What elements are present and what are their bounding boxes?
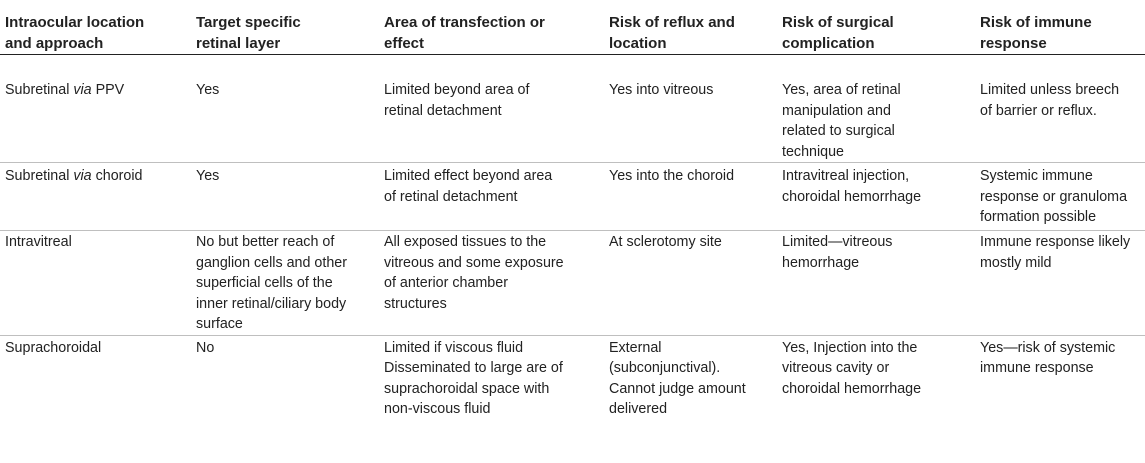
cell-immune: Yes—risk of systemic immune response (975, 335, 1145, 463)
location-text-end: choroid (92, 168, 143, 184)
cell-surgical: Intravitreal injection, choroidal hemorrhage (777, 163, 975, 231)
header-immune-risk: Risk of immune response (975, 0, 1145, 55)
location-text: Intravitreal (5, 234, 72, 250)
cell-immune: Immune response likely mostly mild (975, 231, 1145, 336)
cell-target: No but better reach of ganglion cells and other superficial cells of the inner retinal/ciliary body surface (191, 231, 379, 336)
cell-reflux: External (subconjunctival). Cannot judge amount delivered (604, 335, 777, 463)
cell-area: All exposed tissues to the vitreous and some exposure of anterior chamber structures (379, 231, 604, 336)
location-text: Subretinal (5, 82, 73, 98)
cell-area: Limited effect beyond area of retinal detachment (379, 163, 604, 231)
cell-reflux: At sclerotomy site (604, 231, 777, 336)
cell-location (0, 231, 191, 336)
cell-immune: Limited unless breech of barrier or reflux. (975, 55, 1145, 163)
cell-area: Limited beyond area of retinal detachment (379, 55, 604, 163)
header-location: Intraocular location and approach (0, 0, 191, 55)
header-area: Area of transfection or effect (379, 0, 604, 55)
location-emphasis: via (73, 168, 91, 184)
header-surgical-risk: Risk of surgical complication (777, 0, 975, 55)
table-row (0, 231, 1145, 336)
header-row (0, 0, 1145, 55)
location-text: Subretinal (5, 168, 73, 184)
cell-reflux: Yes into vitreous (604, 55, 777, 163)
cell-target: Yes (191, 163, 379, 231)
table-body (0, 55, 1145, 463)
cell-surgical: Limited—vitreous hemorrhage (777, 231, 975, 336)
cell-surgical: Yes, Injection into the vitreous cavity or choroidal hemorrhage (777, 335, 975, 463)
header-target-layer: Target specific retinal layer (191, 0, 379, 55)
cell-target: No (191, 335, 379, 463)
cell-location (0, 163, 191, 231)
table-header (0, 0, 1145, 55)
cell-reflux: Yes into the choroid (604, 163, 777, 231)
location-text-end: PPV (92, 82, 125, 98)
cell-location (0, 335, 191, 463)
cell-area: Limited if viscous fluid Disseminated to large are of suprachoroidal space with non-viscous fluid (379, 335, 604, 463)
table-row (0, 163, 1145, 231)
cell-target: Yes (191, 55, 379, 163)
table-row (0, 335, 1145, 463)
location-text: Suprachoroidal (5, 340, 101, 356)
location-emphasis: via (73, 82, 91, 98)
cell-location (0, 55, 191, 163)
table-row (0, 55, 1145, 163)
header-reflux-risk: Risk of reflux and location (604, 0, 777, 55)
cell-immune: Systemic immune response or granuloma formation possible (975, 163, 1145, 231)
cell-surgical: Yes, area of retinal manipulation and related to surgical technique (777, 55, 975, 163)
